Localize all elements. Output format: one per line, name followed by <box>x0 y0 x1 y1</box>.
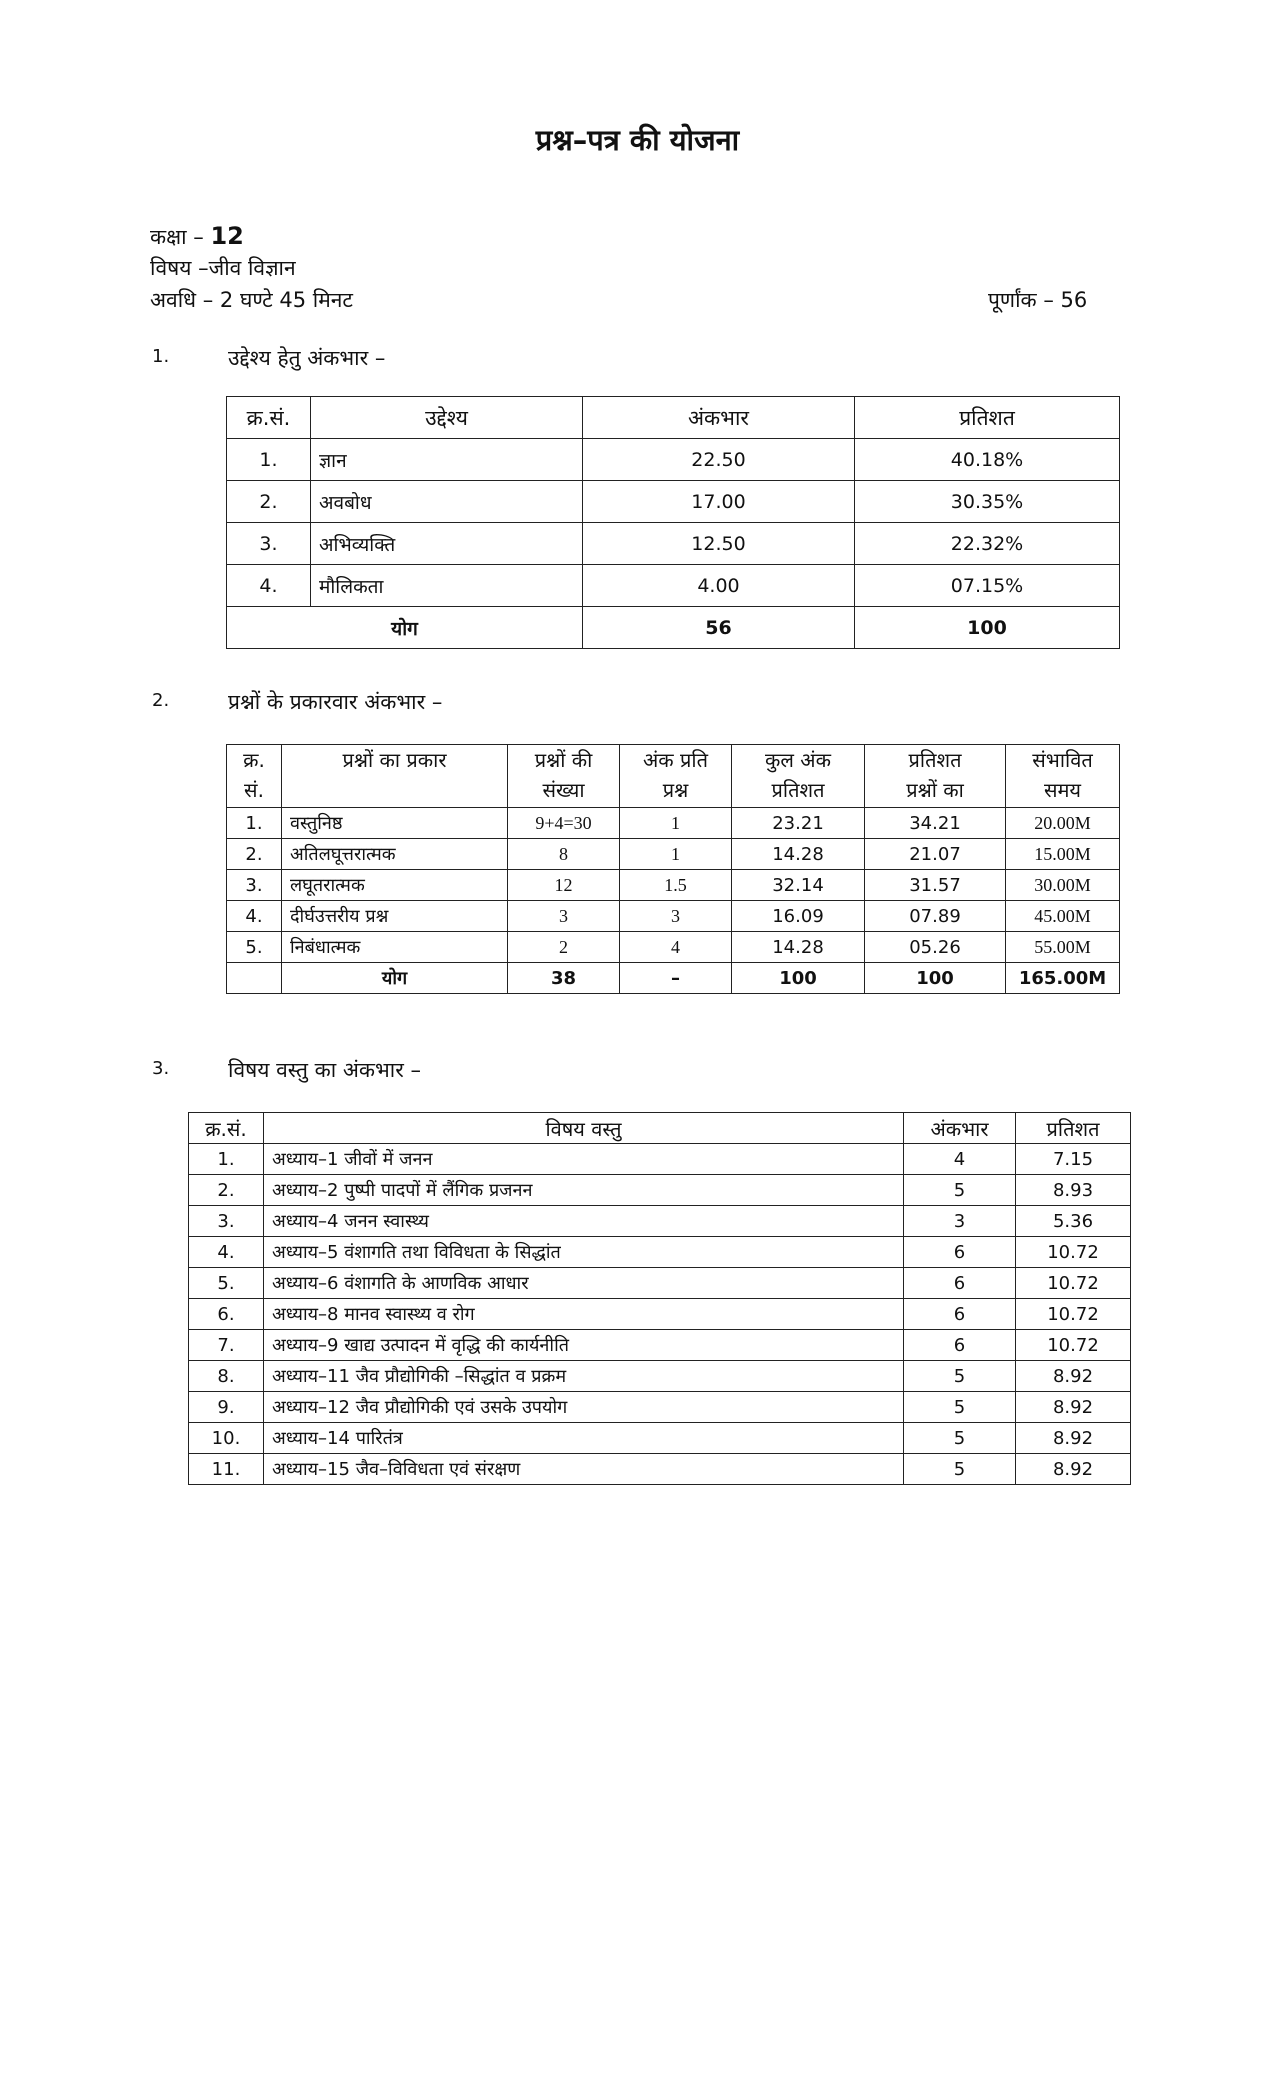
column-header-line: सं. <box>244 778 264 802</box>
marks-cell: 5 <box>904 1454 1016 1485</box>
total-label: योग <box>282 963 508 994</box>
chapter-cell: अध्याय–11 जैव प्रौद्योगिकी –सिद्धांत व प्रक्रम <box>264 1361 904 1392</box>
question-type-cell: अतिलघूत्तरात्मक <box>282 839 508 870</box>
class-label: कक्षा – <box>150 225 211 249</box>
column-header <box>865 745 1006 808</box>
percent-cell: 5.36 <box>1016 1206 1131 1237</box>
section3-title: विषय वस्तु का अंकभार – <box>228 1058 421 1082</box>
total-marks-percent-cell: 16.09 <box>732 901 865 932</box>
total-marks: 56 <box>583 607 855 649</box>
serial-cell: 4. <box>227 901 282 932</box>
column-header: प्रतिशत <box>855 397 1120 439</box>
table-row <box>189 1237 1131 1268</box>
table-row <box>227 839 1120 870</box>
column-header-line: संभावित <box>1032 748 1093 772</box>
percent-cell: 10.72 <box>1016 1237 1131 1268</box>
serial-cell: 3. <box>227 523 311 565</box>
marks-cell: 3 <box>904 1206 1016 1237</box>
serial-cell: 3. <box>189 1206 264 1237</box>
section3-number: 3. <box>152 1058 170 1079</box>
table-row <box>189 1144 1131 1175</box>
serial-cell: 1. <box>189 1144 264 1175</box>
table-row <box>227 808 1120 839</box>
time-cell: 30.00M <box>1006 870 1120 901</box>
total-cell: 100 <box>732 963 865 994</box>
table-row <box>189 1330 1131 1361</box>
question-percent-cell: 05.26 <box>865 932 1006 963</box>
table-row <box>189 1206 1131 1237</box>
question-percent-cell: 34.21 <box>865 808 1006 839</box>
table-header-row <box>227 745 1120 808</box>
objective-cell: अवबोध <box>311 481 583 523</box>
question-type-cell: वस्तुनिष्ठ <box>282 808 508 839</box>
column-header <box>1006 745 1120 808</box>
table-row <box>227 901 1120 932</box>
percent-cell: 07.15% <box>855 565 1120 607</box>
question-count-cell: 9+4=30 <box>508 808 620 839</box>
marks-per-question-cell: 3 <box>620 901 732 932</box>
objective-cell: मौलिकता <box>311 565 583 607</box>
chapter-cell: अध्याय–9 खाद्य उत्पादन में वृद्धि की कार्यनीति <box>264 1330 904 1361</box>
table-row <box>189 1299 1131 1330</box>
class-value: 12 <box>210 222 244 250</box>
serial-cell: 9. <box>189 1392 264 1423</box>
percent-cell: 8.92 <box>1016 1454 1131 1485</box>
table-row <box>189 1392 1131 1423</box>
marks-per-question-cell: 4 <box>620 932 732 963</box>
column-header: प्रतिशत <box>1016 1113 1131 1144</box>
percent-cell: 10.72 <box>1016 1268 1131 1299</box>
marks-cell: 12.50 <box>583 523 855 565</box>
marks-cell: 5 <box>904 1175 1016 1206</box>
total-marks-percent-cell: 14.28 <box>732 932 865 963</box>
serial-cell: 3. <box>227 870 282 901</box>
total-percent: 100 <box>855 607 1120 649</box>
chapter-cell: अध्याय–12 जैव प्रौद्योगिकी एवं उसके उपयोग <box>264 1392 904 1423</box>
section1-number: 1. <box>152 346 170 367</box>
content-weightage-table <box>188 1112 1131 1485</box>
column-header <box>508 745 620 808</box>
question-type-cell: दीर्घउत्तरीय प्रश्न <box>282 901 508 932</box>
table-row <box>227 870 1120 901</box>
question-type-table <box>226 744 1120 994</box>
total-cell: 165.00M <box>1006 963 1120 994</box>
chapter-cell: अध्याय–15 जैव–विविधता एवं संरक्षण <box>264 1454 904 1485</box>
column-header: अंकभार <box>583 397 855 439</box>
percent-cell: 8.92 <box>1016 1361 1131 1392</box>
chapter-cell: अध्याय–6 वंशागति के आणविक आधार <box>264 1268 904 1299</box>
time-cell: 45.00M <box>1006 901 1120 932</box>
column-header <box>282 745 508 808</box>
column-header-line: प्रश्नों की <box>534 748 593 772</box>
serial-cell: 5. <box>189 1268 264 1299</box>
section1-title: उद्देश्य हेतु अंकभार – <box>228 346 386 370</box>
column-header-line: प्रश्न <box>662 778 689 802</box>
column-header-line: प्रश्नों का <box>906 778 964 802</box>
marks-per-question-cell: 1 <box>620 839 732 870</box>
column-header: विषय वस्तु <box>264 1113 904 1144</box>
column-header: अंकभार <box>904 1113 1016 1144</box>
serial-cell: 10. <box>189 1423 264 1454</box>
total-row <box>227 963 1120 994</box>
chapter-cell: अध्याय–8 मानव स्वास्थ्य व रोग <box>264 1299 904 1330</box>
subject-line: विषय –जीव विज्ञान <box>150 256 296 280</box>
total-label: योग <box>227 607 583 649</box>
question-count-cell: 2 <box>508 932 620 963</box>
column-header <box>732 745 865 808</box>
marks-cell: 5 <box>904 1392 1016 1423</box>
table-row <box>227 439 1120 481</box>
section2-number: 2. <box>152 690 170 711</box>
serial-cell: 2. <box>189 1175 264 1206</box>
objective-weightage-table <box>226 396 1120 649</box>
chapter-cell: अध्याय–2 पुष्पी पादपों में लैंगिक प्रजनन <box>264 1175 904 1206</box>
chapter-cell: अध्याय–14 पारितंत्र <box>264 1423 904 1454</box>
table-row <box>189 1175 1131 1206</box>
marks-cell: 22.50 <box>583 439 855 481</box>
table-row <box>189 1268 1131 1299</box>
percent-cell: 8.93 <box>1016 1175 1131 1206</box>
column-header-line: समय <box>1043 778 1082 802</box>
serial-cell: 4. <box>227 565 311 607</box>
percent-cell: 8.92 <box>1016 1423 1131 1454</box>
question-count-cell: 12 <box>508 870 620 901</box>
percent-cell: 10.72 <box>1016 1299 1131 1330</box>
class-line <box>150 222 244 251</box>
total-cell <box>227 963 282 994</box>
column-header-line: अंक प्रति <box>643 748 708 772</box>
chapter-cell: अध्याय–4 जनन स्वास्थ्य <box>264 1206 904 1237</box>
question-type-cell: लघूतरात्मक <box>282 870 508 901</box>
chapter-cell: अध्याय–1 जीवों में जनन <box>264 1144 904 1175</box>
column-header-line: प्रश्नों का प्रकार <box>342 748 447 772</box>
column-header-line: क्र. <box>243 748 265 772</box>
column-header: क्र.सं. <box>227 397 311 439</box>
marks-cell: 6 <box>904 1299 1016 1330</box>
column-header-line: प्रतिशत <box>771 778 825 802</box>
chapter-cell: अध्याय–5 वंशागति तथा विविधता के सिद्धांत <box>264 1237 904 1268</box>
total-cell: – <box>620 963 732 994</box>
percent-cell: 8.92 <box>1016 1392 1131 1423</box>
marks-cell: 4.00 <box>583 565 855 607</box>
column-header-line: कुल अंक <box>765 748 831 772</box>
time-cell: 15.00M <box>1006 839 1120 870</box>
table-row <box>227 932 1120 963</box>
table-row <box>189 1361 1131 1392</box>
section2-title: प्रश्नों के प्रकारवार अंकभार – <box>228 690 443 714</box>
marks-cell: 6 <box>904 1330 1016 1361</box>
marks-cell: 6 <box>904 1237 1016 1268</box>
column-header: क्र.सं. <box>189 1113 264 1144</box>
marks-cell: 17.00 <box>583 481 855 523</box>
column-header <box>620 745 732 808</box>
serial-cell: 7. <box>189 1330 264 1361</box>
total-row <box>227 607 1120 649</box>
question-type-cell: निबंधात्मक <box>282 932 508 963</box>
marks-cell: 4 <box>904 1144 1016 1175</box>
time-cell: 55.00M <box>1006 932 1120 963</box>
serial-cell: 6. <box>189 1299 264 1330</box>
total-marks-percent-cell: 32.14 <box>732 870 865 901</box>
total-cell: 38 <box>508 963 620 994</box>
table-row <box>189 1423 1131 1454</box>
percent-cell: 30.35% <box>855 481 1120 523</box>
column-header-line: संख्या <box>542 778 585 802</box>
column-header <box>227 745 282 808</box>
table-row <box>227 565 1120 607</box>
percent-cell: 10.72 <box>1016 1330 1131 1361</box>
max-marks: पूर्णांक – 56 <box>988 288 1088 312</box>
marks-per-question-cell: 1 <box>620 808 732 839</box>
total-cell: 100 <box>865 963 1006 994</box>
table-row <box>189 1454 1131 1485</box>
marks-per-question-cell: 1.5 <box>620 870 732 901</box>
marks-cell: 5 <box>904 1423 1016 1454</box>
time-cell: 20.00M <box>1006 808 1120 839</box>
percent-cell: 40.18% <box>855 439 1120 481</box>
serial-cell: 5. <box>227 932 282 963</box>
serial-cell: 2. <box>227 481 311 523</box>
serial-cell: 1. <box>227 808 282 839</box>
objective-cell: ज्ञान <box>311 439 583 481</box>
question-percent-cell: 07.89 <box>865 901 1006 932</box>
question-percent-cell: 31.57 <box>865 870 1006 901</box>
objective-cell: अभिव्यक्ति <box>311 523 583 565</box>
duration-line: अवधि – 2 घण्टे 45 मिनट <box>150 288 354 312</box>
total-marks-percent-cell: 14.28 <box>732 839 865 870</box>
percent-cell: 22.32% <box>855 523 1120 565</box>
page-title: प्रश्न–पत्र की योजना <box>535 123 740 157</box>
marks-cell: 5 <box>904 1361 1016 1392</box>
table-header-row <box>189 1113 1131 1144</box>
serial-cell: 8. <box>189 1361 264 1392</box>
question-count-cell: 8 <box>508 839 620 870</box>
column-header-line: प्रतिशत <box>908 748 962 772</box>
marks-cell: 6 <box>904 1268 1016 1299</box>
column-header: उद्देश्य <box>311 397 583 439</box>
serial-cell: 11. <box>189 1454 264 1485</box>
serial-cell: 1. <box>227 439 311 481</box>
table-row <box>227 523 1120 565</box>
question-percent-cell: 21.07 <box>865 839 1006 870</box>
question-count-cell: 3 <box>508 901 620 932</box>
table-header-row <box>227 397 1120 439</box>
table-row <box>227 481 1120 523</box>
total-marks-percent-cell: 23.21 <box>732 808 865 839</box>
percent-cell: 7.15 <box>1016 1144 1131 1175</box>
serial-cell: 2. <box>227 839 282 870</box>
serial-cell: 4. <box>189 1237 264 1268</box>
